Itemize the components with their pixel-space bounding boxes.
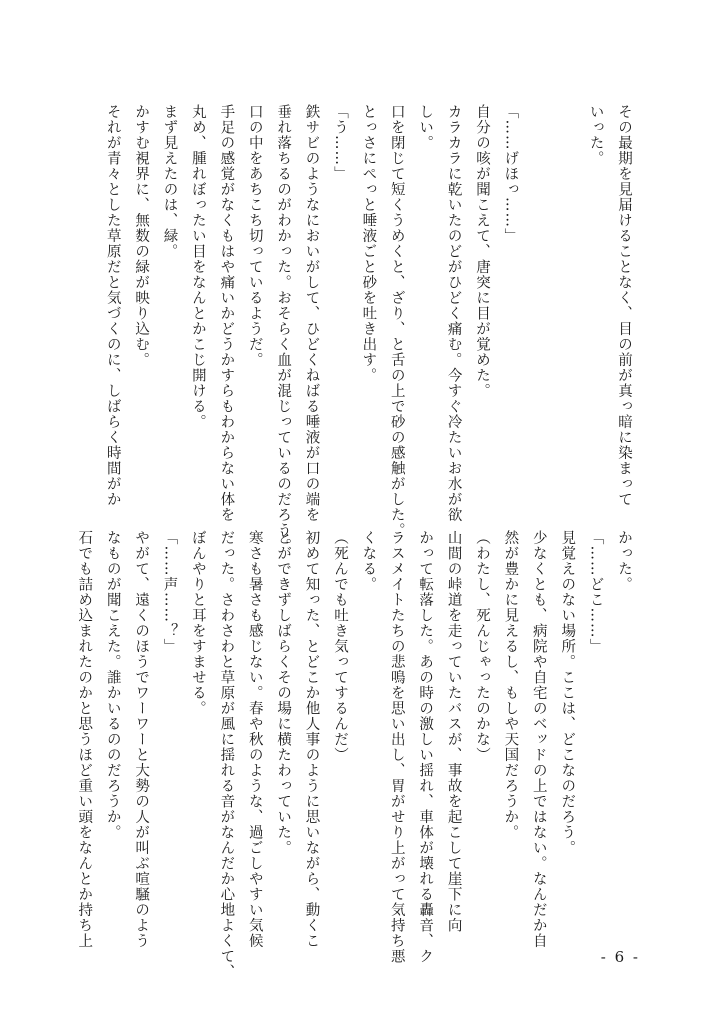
text-line: ラスメイトたちの悲鳴を思い出し、胃がせり上がって気持ち悪 — [388, 530, 405, 964]
text-line: 垂れ落ちるのがわかった。おそらく血が混じっているのだろう。 — [275, 104, 292, 554]
text-line: 鉄サビのようなにおいがして、ひどくねばる唾液が口の端を — [303, 104, 320, 523]
text-line: 「う……」 — [331, 104, 348, 182]
text-line: その最期を見届けることなく、目の前が真っ暗に染まって — [616, 104, 632, 507]
text-line — [553, 104, 581, 504]
text-line: 然が豊かに見えるし、もしや天国だろうか。 — [502, 530, 519, 840]
text-line: 寒さも暑さも感じない。春や秋のような、過ごしやすい気候 — [246, 530, 263, 949]
text-line: 口を閉じて短くうめくと、ざり、と舌の上で砂の感触がした。 — [388, 104, 405, 538]
text-line: まず見えたのは、緑。 — [161, 104, 178, 259]
text-line: 口の中をあちこち切っているようだ。 — [246, 104, 263, 368]
text-line: とができずしばらくその場に横たわっていた。 — [275, 530, 292, 856]
text-line: やがて、遠くのほうでワーワーと大勢の人が叫ぶ喧騒のよう — [133, 530, 150, 949]
text-line: かすむ視界に、無数の緑が映り込む。 — [133, 104, 150, 368]
text-line: かった。 — [616, 530, 632, 592]
text-line: 少なくとも、病院や自宅のベッドの上ではない。なんだか自 — [530, 530, 547, 949]
text-line: いった。 — [587, 104, 604, 166]
text-block-top — [98, 104, 638, 554]
text-line: 「……げほっ……」 — [502, 104, 519, 244]
text-line: 手足の感覚がなくもはや痛いかどうかすらもわからない体を — [218, 104, 235, 523]
text-line: くなる。 — [360, 530, 377, 592]
text-line: （わたし、死んじゃったのかな） — [473, 530, 490, 763]
text-line: それが青々とした草原だと気づくのに、しばらく時間がか — [104, 104, 121, 507]
text-line: 「……声……？」 — [161, 530, 178, 654]
text-line: なものが聞こえた。誰かいるののだろうか。 — [104, 530, 121, 840]
text-line: 「……どこ……」 — [587, 530, 604, 654]
page-number: - 6 - — [600, 948, 640, 966]
text-line: 山間の峠道を走っていたバスが、事故を起こして崖下に向 — [445, 530, 462, 933]
text-line: 自分の咳が聞こえて、唐突に目が覚めた。 — [473, 104, 490, 399]
text-line: 石でも詰め込まれたのかと思うほど重い頭をなんとか持ち上 — [76, 530, 93, 949]
text-line: かって転落した。あの時の激しい揺れ、車体が壊れる轟音、ク — [417, 530, 434, 964]
text-line: 初めて知った、とどこか他人事のように思いながら、動くこ — [303, 530, 320, 949]
text-line: とっさにぺっと唾液ごと砂を吐き出す。 — [360, 104, 377, 383]
text-line: カラカラに乾いたのどがひどく痛む。今すぐ冷たいお水が欲 — [445, 104, 462, 523]
text-line: ぼんやりと耳をすませる。 — [189, 530, 206, 716]
text-line: しい。 — [417, 104, 434, 151]
text-line: 丸め、腫れぼったい目をなんとかこじ開ける。 — [189, 104, 206, 430]
text-block-bottom — [76, 530, 638, 980]
text-line: 見覚えのない場所。ここは、どこなのだろう。 — [559, 530, 576, 856]
text-line — [524, 104, 552, 504]
text-line: （死んでも吐き気ってするんだ） — [331, 530, 348, 763]
text-line: だった。さわさわと草原が風に揺れる音がなんだか心地よくて、 — [218, 530, 235, 980]
